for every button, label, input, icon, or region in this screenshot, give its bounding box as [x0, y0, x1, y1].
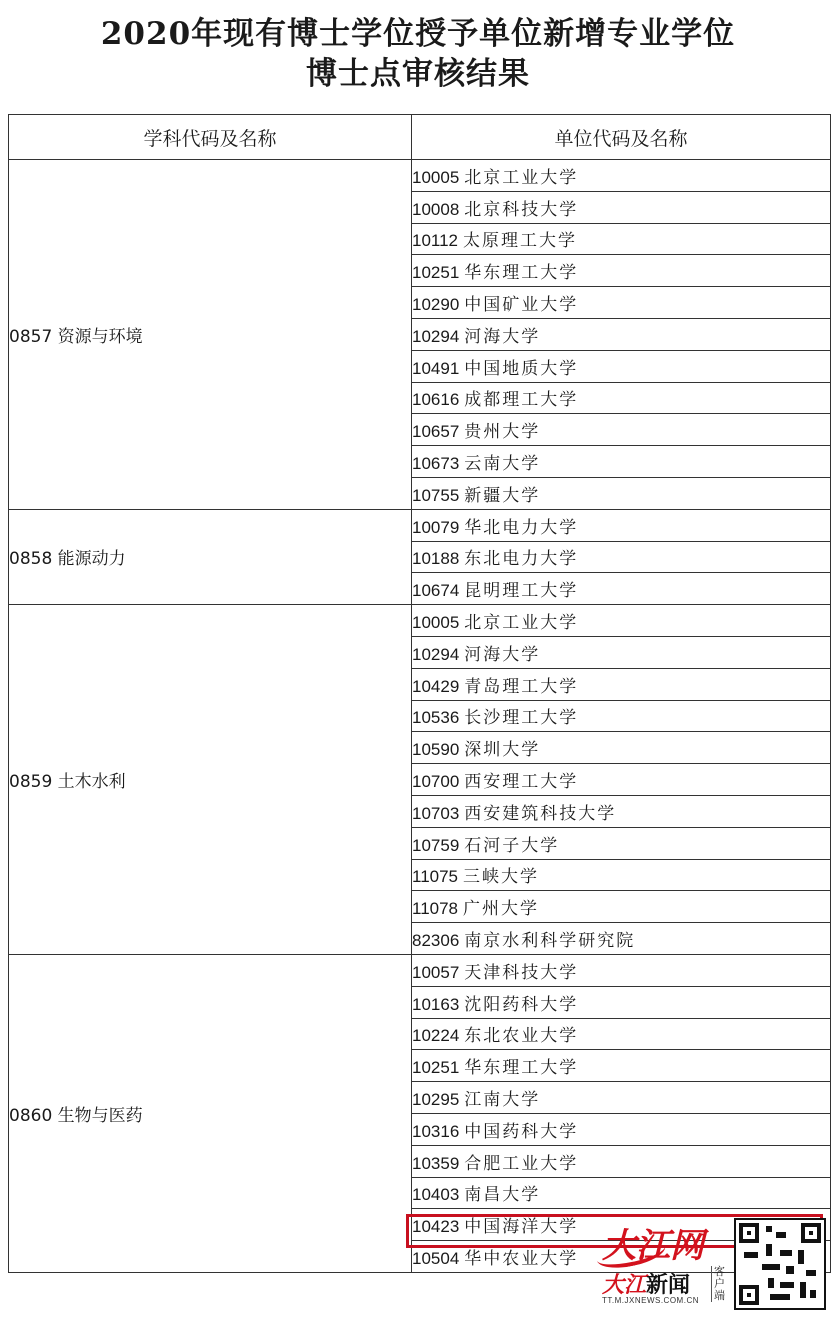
unit-cell — [412, 191, 831, 223]
unit-cell — [412, 891, 831, 923]
unit-name: 青岛理工大学 — [464, 676, 579, 697]
unit-cell — [412, 255, 831, 287]
table-header-row — [9, 115, 831, 160]
unit-name: 北京工业大学 — [464, 613, 579, 634]
watermark-news-label: 新闻 — [646, 1273, 691, 1298]
unit-cell — [412, 318, 831, 350]
unit-name: 太原理工大学 — [463, 231, 578, 252]
watermark-url: TT.M.JXNEWS.COM.CN — [602, 1296, 699, 1305]
unit-code: 10188 — [412, 549, 460, 569]
unit-name: 南昌大学 — [464, 1185, 541, 1206]
unit-code: 10403 — [412, 1185, 460, 1205]
unit-cell — [412, 1082, 831, 1114]
subject-cell: 0858 能源动力 — [9, 509, 412, 604]
unit-name: 石河子大学 — [464, 835, 560, 856]
unit-name: 河海大学 — [464, 326, 541, 347]
unit-cell — [412, 1018, 831, 1050]
unit-name: 中国药科大学 — [464, 1121, 579, 1142]
unit-cell — [412, 1145, 831, 1177]
unit-name: 西安理工大学 — [464, 772, 579, 793]
unit-code: 10673 — [412, 454, 460, 474]
unit-code: 10616 — [412, 390, 460, 410]
unit-name: 北京科技大学 — [464, 199, 579, 220]
unit-name: 北京工业大学 — [464, 167, 579, 188]
unit-cell — [412, 636, 831, 668]
results-table — [8, 114, 831, 1273]
unit-code: 10112 — [412, 231, 459, 251]
unit-code: 10316 — [412, 1121, 460, 1141]
unit-cell — [412, 1113, 831, 1145]
unit-cell — [412, 859, 831, 891]
watermark-client-label: 客户端 — [711, 1266, 728, 1302]
unit-name: 华东理工大学 — [464, 263, 579, 284]
qr-code-icon — [734, 1218, 826, 1310]
unit-code: 10295 — [412, 1090, 460, 1109]
unit-name: 沈阳药科大学 — [464, 994, 579, 1015]
unit-cell — [412, 732, 831, 764]
unit-cell — [412, 605, 831, 637]
unit-name: 深圳大学 — [464, 740, 541, 761]
page-title — [0, 14, 836, 94]
unit-name: 长沙理工大学 — [464, 708, 579, 729]
unit-cell — [412, 923, 831, 955]
unit-code: 10008 — [412, 199, 460, 219]
unit-code: 10700 — [412, 772, 460, 792]
unit-name: 成都理工大学 — [464, 390, 579, 411]
unit-code: 10590 — [412, 740, 460, 760]
unit-code: 10290 — [412, 295, 460, 315]
unit-cell — [412, 414, 831, 446]
unit-code: 10294 — [412, 326, 460, 346]
title-line-1: 2020年现有博士学位授予单位新增专业学位 — [100, 16, 736, 52]
unit-name: 华东理工大学 — [464, 1058, 579, 1079]
unit-name: 新疆大学 — [464, 485, 541, 506]
unit-code: 10536 — [412, 708, 460, 728]
unit-cell — [412, 764, 831, 796]
unit-name: 南京水利科学研究院 — [464, 931, 636, 952]
unit-cell — [412, 954, 831, 986]
unit-name: 华中农业大学 — [464, 1248, 579, 1269]
unit-cell-highlighted — [412, 1177, 831, 1209]
unit-name: 贵州大学 — [464, 422, 541, 443]
unit-name: 中国地质大学 — [464, 358, 579, 379]
unit-name: 江南大学 — [464, 1090, 541, 1110]
unit-code: 10759 — [412, 835, 460, 855]
table-row — [9, 160, 831, 192]
unit-code: 10057 — [412, 962, 460, 982]
subject-cell: 0859 土木水利 — [9, 605, 412, 955]
unit-code: 10163 — [412, 994, 460, 1014]
unit-code: 10491 — [412, 358, 460, 378]
watermark — [596, 1218, 828, 1308]
unit-name: 东北电力大学 — [464, 549, 579, 570]
unit-code: 10657 — [412, 422, 460, 442]
unit-cell — [412, 477, 831, 509]
unit-cell — [412, 668, 831, 700]
table-row — [9, 509, 831, 541]
unit-cell — [412, 1050, 831, 1082]
unit-code: 11078 — [412, 899, 459, 919]
unit-cell — [412, 382, 831, 414]
unit-cell — [412, 541, 831, 573]
unit-code: 82306 — [412, 931, 460, 951]
unit-cell — [412, 350, 831, 382]
unit-name: 中国矿业大学 — [464, 295, 579, 316]
unit-name: 昆明理工大学 — [464, 581, 579, 602]
table-row — [9, 954, 831, 986]
unit-code: 10294 — [412, 644, 460, 664]
title-line-2: 博士点审核结果 — [306, 56, 530, 92]
unit-name: 东北农业大学 — [464, 1026, 579, 1047]
unit-code: 10674 — [412, 581, 460, 601]
unit-name: 西安建筑科技大学 — [464, 803, 617, 824]
unit-cell — [412, 160, 831, 192]
watermark-news-brand: 大江 — [602, 1273, 647, 1298]
table-body — [9, 160, 831, 1273]
unit-cell — [412, 509, 831, 541]
unit-code: 10423 — [412, 1217, 460, 1237]
watermark-news — [602, 1268, 690, 1299]
unit-name: 华北电力大学 — [464, 517, 579, 538]
unit-cell — [412, 700, 831, 732]
unit-code: 10079 — [412, 517, 460, 537]
unit-cell — [412, 827, 831, 859]
unit-name: 天津科技大学 — [464, 962, 579, 983]
unit-code: 10504 — [412, 1248, 460, 1268]
unit-cell — [412, 223, 831, 255]
unit-code: 11075 — [412, 867, 459, 887]
unit-code: 10251 — [412, 1058, 460, 1078]
unit-name: 云南大学 — [464, 454, 541, 475]
unit-cell — [412, 986, 831, 1018]
unit-name: 三峡大学 — [463, 867, 540, 888]
unit-name: 合肥工业大学 — [464, 1153, 579, 1174]
subject-cell: 0860 生物与医药 — [9, 954, 412, 1272]
subject-cell: 0857 资源与环境 — [9, 160, 412, 510]
header-subject: 学科代码及名称 — [9, 115, 412, 160]
unit-cell — [412, 573, 831, 605]
header-unit: 单位代码及名称 — [412, 115, 831, 160]
unit-cell — [412, 287, 831, 319]
unit-code: 10251 — [412, 263, 460, 283]
watermark-logo: 大江网 — [602, 1226, 704, 1266]
unit-code: 10005 — [412, 167, 460, 187]
unit-name: 中国海洋大学 — [464, 1217, 579, 1238]
unit-code: 10359 — [412, 1153, 460, 1173]
unit-cell — [412, 795, 831, 827]
unit-code: 10703 — [412, 803, 460, 823]
unit-cell — [412, 446, 831, 478]
unit-code: 10755 — [412, 485, 460, 505]
unit-code: 10429 — [412, 676, 460, 696]
unit-code: 10005 — [412, 613, 460, 633]
table-row — [9, 605, 831, 637]
unit-code: 10224 — [412, 1026, 460, 1046]
unit-name: 广州大学 — [463, 899, 540, 920]
unit-name: 河海大学 — [464, 644, 541, 665]
